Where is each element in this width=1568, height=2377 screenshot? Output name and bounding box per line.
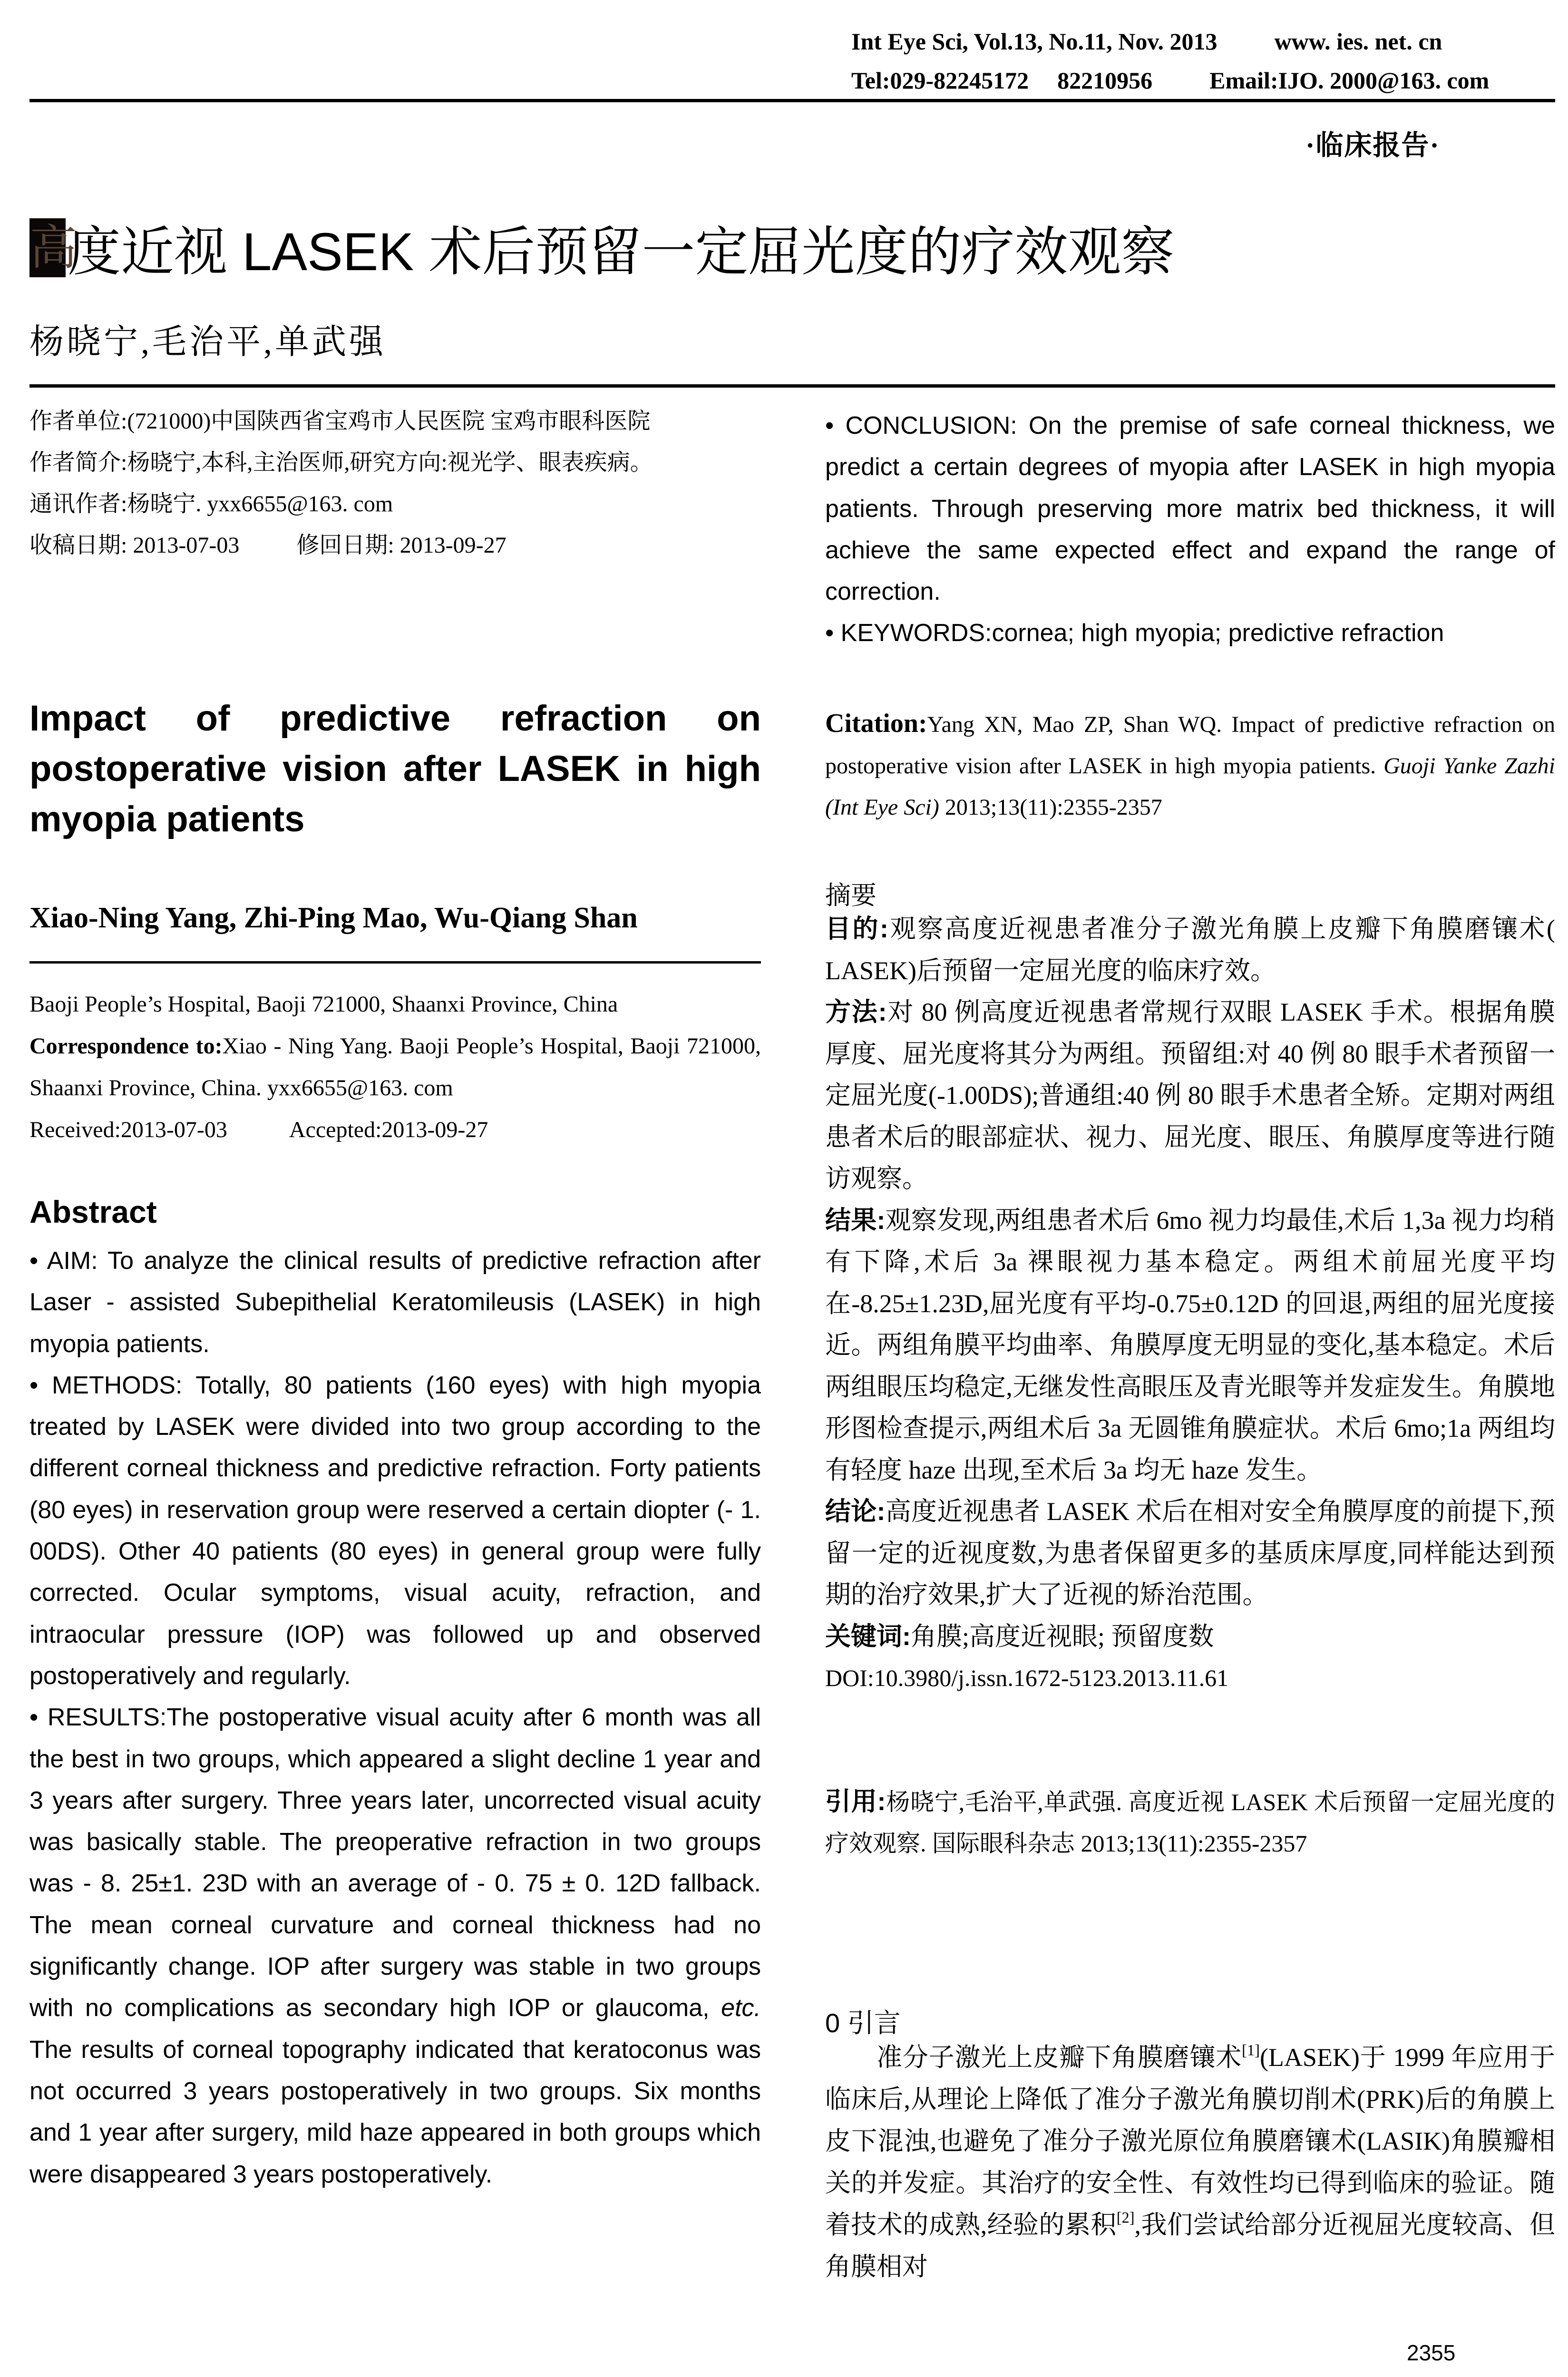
citation-volume: 2013;13(11):2355-2357 xyxy=(945,795,1162,820)
author-bio xyxy=(29,442,761,483)
journal-citation: Int Eye Sci, Vol.13, No.11, Nov. 2013 xyxy=(851,28,1217,55)
abstract-cn-heading: 摘要 xyxy=(825,881,877,910)
intro-heading: 0 引言 xyxy=(825,2008,901,2038)
abstract-cn-keywords-label: 关键词: xyxy=(825,1622,911,1651)
intro-body xyxy=(825,2036,1555,2288)
abstract-results xyxy=(29,1697,761,2195)
abstract-results-part-1: • RESULTS:The postoperative visual acuity after 6 month was all the best in two groups, which appeared a slight decline 1 year and 3 years after surgery. Three years later, uncorrected visual acuity was basically stable. The preoperative refraction in two groups was - 8. 25±1. 23D with an average of - 0. 75 ± 0. 12D fallback. The mean corneal curvature and corneal thickness had no significantly change. IOP after surgery was stable in two groups with no complications as secondary high IOP or glaucoma, xyxy=(29,1704,761,2022)
abstract-cn-aim xyxy=(825,908,1555,992)
abstract-cn-keywords xyxy=(825,1616,1555,1658)
affiliation-block xyxy=(29,984,761,1151)
abstract-cn-aim-label: 目的: xyxy=(825,915,889,943)
abstract-cn-results-label: 结果: xyxy=(825,1206,886,1235)
author-unit-value: (721000)中国陕西省宝鸡市人民医院 宝鸡市眼科医院 xyxy=(127,409,651,434)
journal-header-line xyxy=(851,28,1442,55)
affiliation: Baoji People’s Hospital, Baoji 721000, Shaanxi Province, China xyxy=(29,992,618,1017)
author-bio-value: 杨晓宁,本科,主治医师,研究方向:视光学、眼表疾病。 xyxy=(127,450,653,475)
intro-text-3: ,我们尝试给部分近视屈光度较高、但角膜相对 xyxy=(825,2211,1556,2281)
journal-tel-2: 82210956 xyxy=(1057,67,1153,94)
abstract-cn-methods xyxy=(825,992,1555,1200)
citation-label: Citation: xyxy=(825,709,927,738)
dates-cn xyxy=(29,525,761,566)
citation-cn xyxy=(825,1781,1555,1864)
intro-text-2: (LASEK)于 1999 年应用于临床后,从理论上降低了准分子激光角膜切削术(PRK)后的角膜上皮下混浊,也避免了准分子激光原位角膜磨镶术(LASIK)角膜瓣相关的并发症。其治疗的安全性、有效性均已得到临床的验证。随着技术的成熟,经验的累积 xyxy=(825,2043,1555,2239)
corresponding-author-label: 通讯作者: xyxy=(29,491,127,516)
corresponding-author xyxy=(29,483,761,525)
abstract-cn-conclusion-label: 结论: xyxy=(825,1497,886,1526)
revised-label-cn: 修回日期: xyxy=(296,533,394,558)
page-number: 2355 xyxy=(1407,2340,1456,2365)
abstract-cn-results xyxy=(825,1200,1555,1491)
intro-paragraph xyxy=(825,2036,1555,2288)
authors-chinese: 杨晓宁,毛治平,单武强 xyxy=(29,323,387,361)
corresponding-author-value: 杨晓宁. yxx6655@163. com xyxy=(127,491,393,516)
abstract-cn-body xyxy=(825,908,1555,1699)
citation-en xyxy=(825,703,1555,828)
abstract-results-part-2: The results of corneal topography indicated that keratoconus was not occurred 3 years postoperatively in two groups. Six months and 1 year after surgery, mild haze appeared in both groups which were disappeared 3 years postoperatively. xyxy=(29,2036,761,2188)
journal-website[interactable]: www. ies. net. cn xyxy=(1274,28,1442,55)
doi[interactable]: DOI:10.3980/j.issn.1672-5123.2013.11.61 xyxy=(825,1665,1229,1691)
journal-email[interactable]: Email:IJO. 2000@163. com xyxy=(1209,67,1490,94)
authors-rule xyxy=(29,961,761,964)
dates-en xyxy=(29,1109,761,1151)
abstract-aim: • AIM: To analyze the clinical results of predictive refraction after Laser - assisted Subepithelial Keratomileusis (LASEK) in high myopia patients. xyxy=(29,1247,761,1358)
title-rule xyxy=(29,384,1555,388)
correspondence-value: Xiao - Ning Yang. Baoji People’s Hospital, Baoji 721000, Shaanxi Province, China. yxx6655@163. com xyxy=(29,1033,761,1101)
title-drop-cap: 高 xyxy=(29,218,66,277)
abstract-cn-conclusion-text: 高度近视患者 LASEK 术后在相对安全角膜厚度的前提下,预留一定的近视度数,为患者保留更多的基质床厚度,同样能达到预期的治疗效果,扩大了近视的矫治范围。 xyxy=(825,1497,1555,1609)
abstract-body xyxy=(29,1240,761,2195)
abstract-cn-keywords-text: 角膜;高度近视眼; 预留度数 xyxy=(910,1622,1214,1651)
author-unit-label: 作者单位: xyxy=(29,409,127,434)
intro-text-1: 准分子激光上皮瓣下角膜磨镶术 xyxy=(877,2043,1242,2072)
received-date: Received:2013-07-03 xyxy=(29,1117,227,1142)
abstract-cn-results-text: 观察发现,两组患者术后 6mo 视力均最佳,术后 1,3a 视力均稍有下降,术后 3a 裸眼视力基本稳定。两组术前屈光度平均在-8.25±1.23D,屈光度有平均-0.75±0.12D 的回退,两组的屈光度接近。两组角膜平均曲率、角膜厚度无明显的变化,基本稳定。术后两组眼压均稳定,无继发性高眼压及青光眼等并发症发生。角膜地形图检查提示,两组术后 3a 无圆锥角膜症状。术后 6mo;1a 两组均有轻度 haze 出现,至术后 3a 均无 haze 发生。 xyxy=(825,1206,1555,1484)
author-info-cn xyxy=(29,400,761,566)
header-rule xyxy=(29,99,1555,102)
abstract-methods: • METHODS: Totally, 80 patients (160 eyes) with high myopia treated by LASEK were divided into two group according to the different corneal thickness and predictive refraction. Forty patients (80 eyes) in reservation group were reserved a certain diopter (- 1. 00DS). Other 40 patients (80 eyes) in general group were fully corrected. Ocular symptoms, visual acuity, refraction, and intraocular pressure (IOP) was followed up and observed postoperatively and regularly. xyxy=(29,1371,761,1690)
abstract-results-etc: etc. xyxy=(721,1994,761,2022)
abstract-keywords: • KEYWORDS:cornea; high myopia; predictive refraction xyxy=(825,619,1444,647)
abstract-heading: Abstract xyxy=(29,1194,157,1229)
abstract-cn-aim-text: 观察高度近视患者准分子激光角膜上皮瓣下角膜磨镶术( LASEK)后预留一定屈光度的临床疗效。 xyxy=(825,915,1556,985)
english-title: Impact of predictive refraction on postoperative vision after LASEK in high myopia patients xyxy=(29,698,761,839)
author-bio-label: 作者简介: xyxy=(29,450,127,475)
journal-tel: Tel:029-82245172 xyxy=(851,67,1029,94)
citation-cn-text: 杨晓宁,毛治平,单武强. 高度近视 LASEK 术后预留一定屈光度的疗效观察. 国际眼科杂志 2013;13(11):2355-2357 xyxy=(825,1789,1556,1857)
reference-1-link[interactable]: [1] xyxy=(1242,2042,1260,2059)
title-text: 度近视 LASEK 术后预留一定屈光度的疗效观察 xyxy=(68,222,1175,282)
received-date-cn: 2013-07-03 xyxy=(133,533,240,558)
citation-text: Yang XN, Mao ZP, Shan WQ. Impact of predictive refraction on postoperative vision after LASEK in high myopia patients. xyxy=(825,712,1555,779)
accepted-date: Accepted:2013-09-27 xyxy=(289,1117,488,1142)
received-label-cn: 收稿日期: xyxy=(29,533,127,558)
correspondence-label: Correspondence to: xyxy=(29,1033,223,1059)
citation-journal: Guoji Yanke Zazhi (Int Eye Sci) xyxy=(825,753,1556,820)
author-unit xyxy=(29,400,761,442)
citation-cn-label: 引用: xyxy=(825,1787,886,1816)
abstract-cn-methods-label: 方法: xyxy=(825,998,887,1026)
page-title xyxy=(29,209,1174,286)
correspondence xyxy=(29,1025,761,1109)
abstract-cn-methods-text: 对 80 例高度近视患者常规行双眼 LASEK 手术。根据角膜厚度、屈光度将其分为两组。预留组:对 40 例 80 眼手术者预留一定屈光度(-1.00DS);普通组:40 例 80 眼手术患者全矫。定期对两组患者术后的眼部症状、视力、屈光度、眼压、角膜厚度等进行随访观察。 xyxy=(825,998,1556,1193)
section-tag: ·临床报告· xyxy=(1305,130,1440,161)
reference-2-link[interactable]: [2] xyxy=(1116,2209,1135,2227)
abstract-cn-conclusion xyxy=(825,1491,1555,1616)
english-authors: Xiao-Ning Yang, Zhi-Ping Mao, Wu-Qiang Shan xyxy=(29,902,638,934)
revised-date-cn: 2013-09-27 xyxy=(399,533,506,558)
journal-contact-line xyxy=(851,67,1489,94)
abstract-conclusion: • CONCLUSION: On the premise of safe corneal thickness, we predict a certain degrees of myopia after LASEK in high myopia patients. Through preserving more matrix bed thickness, it will achieve the same expected effect and expand the range of correction. xyxy=(825,412,1555,606)
abstract-continued xyxy=(825,405,1555,654)
